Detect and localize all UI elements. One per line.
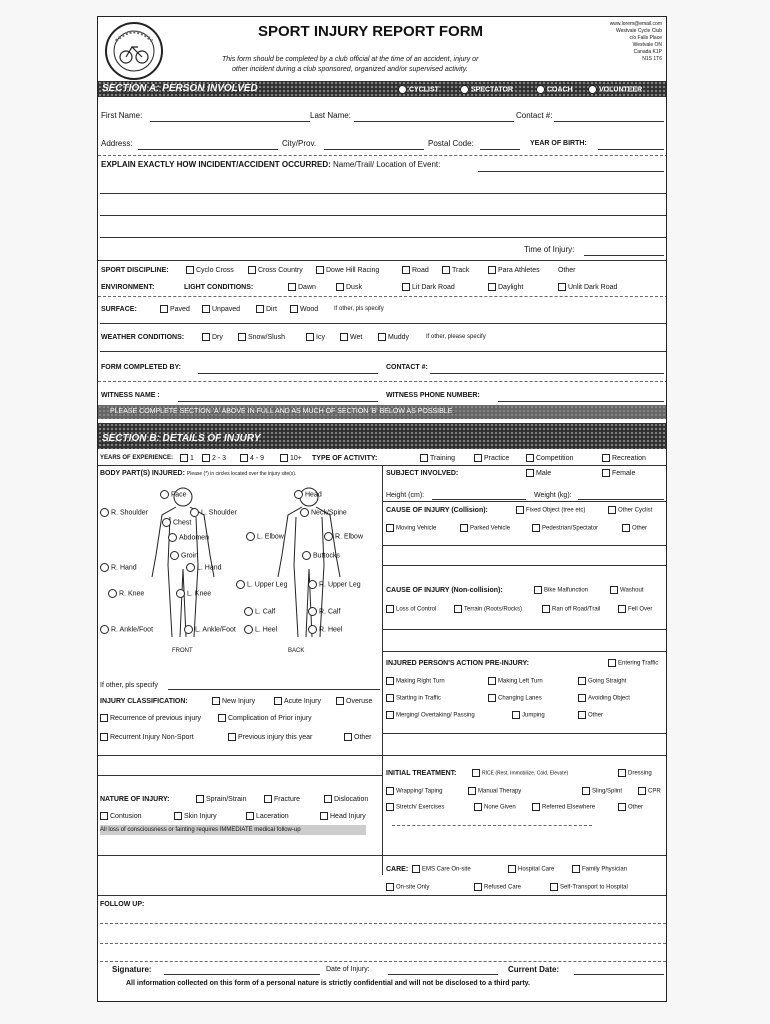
surface-wood[interactable]: Wood — [290, 305, 318, 314]
back-r-heel[interactable]: R. Heel — [308, 625, 342, 634]
weather-dry[interactable]: Dry — [202, 333, 223, 342]
contact-num-label: CONTACT #: — [386, 364, 428, 371]
treatment-referred[interactable]: Referred Elsewhere — [532, 803, 595, 813]
discipline-para[interactable]: Para Athletes — [488, 266, 540, 275]
action-entering-traffic[interactable]: Entering Traffic — [608, 659, 658, 669]
front-l-knee[interactable]: L. Knee — [176, 589, 211, 598]
action-jumping[interactable]: Jumping — [512, 711, 545, 721]
years-label: YEARS OF EXPERIENCE: — [100, 455, 174, 461]
surface-other-label: If other, pls specify — [334, 306, 384, 312]
postal-label: Postal Code: — [428, 139, 474, 148]
discipline-track[interactable]: Track — [442, 266, 469, 275]
current-date-field[interactable] — [574, 974, 664, 975]
nature-sprain[interactable]: Sprain/Strain — [196, 795, 246, 804]
section-b-title: SECTION B: DETAILS OF INJURY — [102, 433, 261, 444]
role-volunteer[interactable]: VOLUNTEER — [588, 85, 642, 94]
class-recurrent-non-sport[interactable]: Recurrent Injury Non-Sport — [100, 733, 194, 742]
follow-up-label: FOLLOW UP: — [100, 901, 145, 908]
current-date-label: Current Date: — [508, 965, 560, 974]
back-l-heel[interactable]: L. Heel — [244, 625, 277, 634]
notice-text: PLEASE COMPLETE SECTION 'A' ABOVE IN FULL AND AS MUCH OF SECTION 'B' BELOW AS POSSIBLE — [110, 408, 453, 415]
action-right-turn[interactable]: Making Right Turn — [386, 677, 445, 687]
signature-label: Signature: — [112, 965, 152, 974]
surface-other-field[interactable] — [100, 323, 666, 324]
explain-line-4[interactable] — [100, 237, 666, 238]
collision-other[interactable]: Other — [622, 524, 647, 534]
section-b-header — [98, 423, 667, 449]
explain-label: EXPLAIN EXACTLY HOW INCIDENT/ACCIDENT OCCURRED: Name/Trail/ Location of Event: — [101, 160, 441, 169]
discipline-cross-country[interactable]: Cross Country — [248, 266, 303, 275]
years-2-3[interactable]: 2 - 3 — [202, 454, 226, 463]
height-field[interactable] — [432, 499, 526, 500]
follow-up-line-3[interactable] — [100, 961, 666, 962]
weather-other-field[interactable] — [100, 351, 666, 352]
back-r-calf[interactable]: R. Calf — [308, 607, 340, 616]
front-label: FRONT — [172, 648, 193, 654]
noncollision-ran-off-road[interactable]: Ran off Road/Trail — [542, 605, 600, 615]
noncollision-label: CAUSE OF INJURY (Non-collision): — [386, 587, 503, 594]
action-merging[interactable]: Merging/ Overtaking/ Passing — [386, 711, 475, 721]
surface-label: SURFACE: — [101, 306, 137, 313]
form-subtitle-1: This form should be completed by a club official at the time of an accident, injury or — [222, 56, 479, 63]
time-of-injury-field[interactable] — [584, 255, 664, 256]
other-specify-label: If other, pls specify — [100, 682, 158, 689]
light-unlit-dark-road[interactable]: Unlit Dark Road — [558, 283, 617, 292]
nature-head-injury[interactable]: Head Injury — [320, 812, 366, 821]
date-of-injury-label: Date of Injury: — [326, 966, 370, 973]
weather-label: WEATHER CONDITIONS: — [101, 334, 185, 341]
action-label: INJURED PERSON'S ACTION PRE-INJURY: — [386, 660, 529, 667]
section-a-header — [98, 81, 667, 97]
light-daylight[interactable]: Daylight — [488, 283, 523, 292]
front-l-hand[interactable]: L. Hand — [186, 563, 222, 572]
front-groin[interactable]: Groin — [170, 551, 198, 560]
role-spectator[interactable]: SPECTATOR — [460, 85, 513, 94]
first-name-field[interactable] — [150, 121, 310, 122]
care-self-transport[interactable]: Self-Transport to Hospital — [550, 883, 628, 893]
back-r-elbow[interactable]: R. Elbow — [324, 532, 363, 541]
class-complication[interactable]: Complication of Prior injury — [218, 714, 312, 723]
address-field[interactable] — [138, 149, 278, 150]
class-new-injury[interactable]: New Injury — [212, 697, 255, 706]
class-recurrence[interactable]: Recurrence of previous injury — [100, 714, 201, 723]
back-buttocks[interactable]: Buttocks — [302, 551, 340, 560]
form-subtitle-2: other incident during a club sponsored, organized and/or supervised activity. — [232, 66, 468, 73]
treatment-stretch[interactable]: Stretch/ Exercises — [386, 803, 444, 813]
weather-icy[interactable]: Icy — [306, 333, 325, 342]
surface-paved[interactable]: Paved — [160, 305, 190, 314]
discipline-other[interactable]: Other — [558, 267, 576, 274]
nature-dislocation[interactable]: Dislocation — [324, 795, 368, 804]
completed-by-label: FORM COMPLETED BY: — [101, 364, 181, 371]
subject-label: SUBJECT INVOLVED: — [386, 470, 459, 477]
treatment-cpr[interactable]: CPR — [638, 787, 661, 797]
years-4-9[interactable]: 4 - 9 — [240, 454, 264, 463]
injury-report-form — [97, 16, 667, 1002]
years-10-plus[interactable]: 10+ — [280, 454, 302, 463]
front-l-ankle[interactable]: L. Ankle/Foot — [184, 625, 236, 634]
action-changing-lanes[interactable]: Changing Lanes — [488, 694, 542, 704]
explain-line-1[interactable] — [478, 171, 664, 172]
treatment-sling[interactable]: Sling/Splint — [582, 787, 622, 797]
noncollision-loss-of-control[interactable]: Loss of Control — [386, 605, 436, 615]
treatment-wrapping[interactable]: Wrapping/ Taping — [386, 787, 442, 797]
noncollision-terrain[interactable]: Terrain (Roots/Rocks) — [454, 605, 522, 615]
light-dusk[interactable]: Dusk — [336, 283, 362, 292]
activity-label: TYPE OF ACTIVITY: — [312, 455, 378, 462]
action-other[interactable]: Other — [578, 711, 603, 721]
club-email: www.lorem@email.com — [609, 21, 662, 27]
postal-field[interactable] — [480, 149, 520, 150]
back-label: BACK — [288, 648, 305, 654]
witness-name-label: WITNESS NAME : — [101, 392, 160, 399]
weather-muddy[interactable]: Muddy — [378, 333, 409, 342]
section-a-title: SECTION A: PERSON INVOLVED — [102, 83, 258, 94]
collision-parked-vehicle[interactable]: Parked Vehicle — [460, 524, 510, 534]
collision-fixed-object[interactable]: Fixed Object (tree etc) — [516, 506, 585, 516]
discipline-downhill[interactable]: Dowe Hill Racing — [316, 266, 379, 275]
treatment-dressing[interactable]: Dressing — [618, 769, 652, 779]
nature-label: NATURE OF INJURY: — [100, 796, 170, 803]
care-label: CARE: — [386, 866, 409, 873]
time-of-injury-label: Time of Injury: — [524, 245, 575, 254]
care-ems[interactable]: EMS Care On-site — [412, 865, 471, 875]
nature-fracture[interactable]: Fracture — [264, 795, 300, 804]
nature-skin-injury[interactable]: Skin Injury — [174, 812, 217, 821]
surface-dirt[interactable]: Dirt — [256, 305, 277, 314]
surface-unpaved[interactable]: Unpaved — [202, 305, 240, 314]
front-r-ankle[interactable]: R. Ankle/Foot — [100, 625, 153, 634]
front-r-hand[interactable]: R. Hand — [100, 563, 137, 572]
explain-line-2[interactable] — [100, 193, 666, 194]
yob-label: YEAR OF BIRTH: — [530, 140, 587, 147]
witness-name-field[interactable] — [178, 401, 378, 402]
back-r-upper-leg[interactable]: R. Upper Leg — [308, 580, 361, 589]
activity-training[interactable]: Training — [420, 454, 455, 463]
noncollision-fell-over[interactable]: Fell Over — [618, 605, 652, 615]
treatment-none-given[interactable]: None Given — [474, 803, 516, 813]
years-1[interactable]: 1 — [180, 454, 194, 463]
back-l-upper-leg[interactable]: L. Upper Leg — [236, 580, 287, 589]
height-label: Height (cm): — [386, 492, 425, 499]
front-r-knee[interactable]: R. Knee — [108, 589, 144, 598]
back-l-elbow[interactable]: L. Elbow — [246, 532, 284, 541]
date-of-injury-field[interactable] — [388, 974, 498, 975]
front-r-shoulder[interactable]: R. Shoulder — [100, 508, 148, 517]
nature-contusion[interactable]: Contusion — [100, 812, 142, 821]
activity-practice[interactable]: Practice — [474, 454, 509, 463]
back-neck-spine[interactable]: Neck/Spine — [300, 508, 347, 517]
collision-pedestrian[interactable]: Pedestrian/Spectator — [532, 524, 598, 534]
class-acute-injury[interactable]: Acute Injury — [274, 697, 321, 706]
discipline-cyclo-cross[interactable]: Cyclo Cross — [186, 266, 234, 275]
collision-other-cyclist[interactable]: Other Cyclist — [608, 506, 652, 516]
contact-field[interactable] — [554, 121, 664, 122]
activity-competition[interactable]: Competition — [526, 454, 573, 463]
role-cyclist[interactable]: CYCLIST — [398, 85, 439, 94]
care-refused[interactable]: Refused Care — [474, 883, 521, 893]
action-going-straight[interactable]: Going Straight — [578, 677, 626, 687]
noncollision-bike-malfunction[interactable]: Bike Malfunction — [534, 586, 588, 596]
environment-label: ENVIRONMENT: — [101, 284, 155, 291]
discipline-road[interactable]: Road — [402, 266, 429, 275]
care-family-physician[interactable]: Family Physician — [572, 865, 627, 875]
city-field[interactable] — [324, 149, 424, 150]
confidential-notice: All information collected on this form of a personal nature is strictly confidential and will not be disclosed to a third party. — [126, 980, 530, 987]
treatment-label: INITIAL TREATMENT: — [386, 770, 457, 777]
contact-label: Contact #: — [516, 111, 553, 120]
consciousness-warning: All loss of consciousness or fainting requires IMMEDIATE medical follow-up — [100, 825, 366, 835]
noncollision-washout[interactable]: Washout — [610, 586, 643, 596]
form-title: SPORT INJURY REPORT FORM — [258, 23, 484, 40]
club-address: www.lorem@email.com Westvale Cycle Club c/o Falls Place Westvale ON Canada K1P N1S 1T6 — [550, 21, 662, 63]
collision-label: CAUSE OF INJURY (Collision): — [386, 507, 488, 514]
light-conditions-label: LIGHT CONDITIONS: — [184, 284, 254, 291]
first-name-label: First Name: — [101, 111, 143, 120]
nature-laceration[interactable]: Laceration — [246, 812, 289, 821]
action-left-turn[interactable]: Making Left Turn — [488, 677, 543, 687]
front-l-shoulder[interactable]: L. Shoulder — [190, 508, 237, 517]
body-parts-label: BODY PART(S) INJURED: Please (*) in circles located over the injury site(s). — [100, 470, 297, 477]
subject-female[interactable]: Female — [602, 469, 635, 478]
role-coach[interactable]: COACH — [536, 85, 573, 94]
follow-up-line-1[interactable] — [100, 923, 666, 924]
signature-field[interactable] — [164, 974, 320, 975]
action-starting-traffic[interactable]: Starting in Traffic — [386, 694, 441, 704]
class-overuse[interactable]: Overuse — [336, 697, 372, 706]
follow-up-line-2[interactable] — [100, 943, 666, 944]
last-name-label: Last Name: — [310, 111, 351, 120]
last-name-field[interactable] — [354, 121, 514, 122]
collision-moving-vehicle[interactable]: Moving Vehicle — [386, 524, 436, 534]
explain-line-3[interactable] — [100, 215, 666, 216]
sport-discipline-label: SPORT DISCIPLINE: — [101, 267, 169, 274]
treatment-rice[interactable]: RICE (Rest, Immobilize, Cold, Elevate) — [472, 769, 568, 778]
club-logo — [104, 21, 164, 81]
weather-wet[interactable]: Wet — [340, 333, 362, 342]
other-specify-field[interactable] — [168, 689, 380, 690]
witness-phone-label: WITNESS PHONE NUMBER: — [386, 392, 480, 399]
light-lit-dark-road[interactable]: Lit Dark Road — [402, 283, 455, 292]
weather-other-label: If other, please specify — [426, 334, 486, 340]
weight-label: Weight (kg): — [534, 492, 572, 499]
action-avoiding-object[interactable]: Avoiding Object — [578, 694, 630, 704]
care-onsite-only[interactable]: On-site Only — [386, 883, 429, 893]
front-abdomen[interactable]: Abdomen — [168, 533, 209, 542]
contact-num-field[interactable] — [430, 373, 664, 374]
notice-banner — [98, 405, 667, 419]
treatment-other[interactable]: Other — [618, 803, 643, 813]
classification-label: INJURY CLASSIFICATION: — [100, 698, 188, 705]
treatment-manual-therapy[interactable]: Manual Therapy — [468, 787, 521, 797]
completed-by-field[interactable] — [198, 373, 378, 374]
care-hospital[interactable]: Hospital Care — [508, 865, 554, 875]
weight-field[interactable] — [578, 499, 664, 500]
class-other[interactable]: Other — [344, 733, 372, 742]
city-label: City/Prov. — [282, 139, 317, 148]
activity-recreation[interactable]: Recreation — [602, 454, 646, 463]
subject-male[interactable]: Male — [526, 469, 551, 478]
front-chest[interactable]: Chest — [162, 518, 191, 527]
witness-phone-field[interactable] — [498, 401, 664, 402]
light-dawn[interactable]: Dawn — [288, 283, 316, 292]
back-head[interactable]: Head — [294, 490, 322, 499]
front-face[interactable]: Face — [160, 490, 187, 499]
weather-snow[interactable]: Snow/Slush — [238, 333, 285, 342]
class-previous-this-year[interactable]: Previous injury this year — [228, 733, 312, 742]
back-l-calf[interactable]: L. Calf — [244, 607, 275, 616]
address-label: Address: — [101, 139, 133, 148]
yob-field[interactable] — [598, 149, 664, 150]
